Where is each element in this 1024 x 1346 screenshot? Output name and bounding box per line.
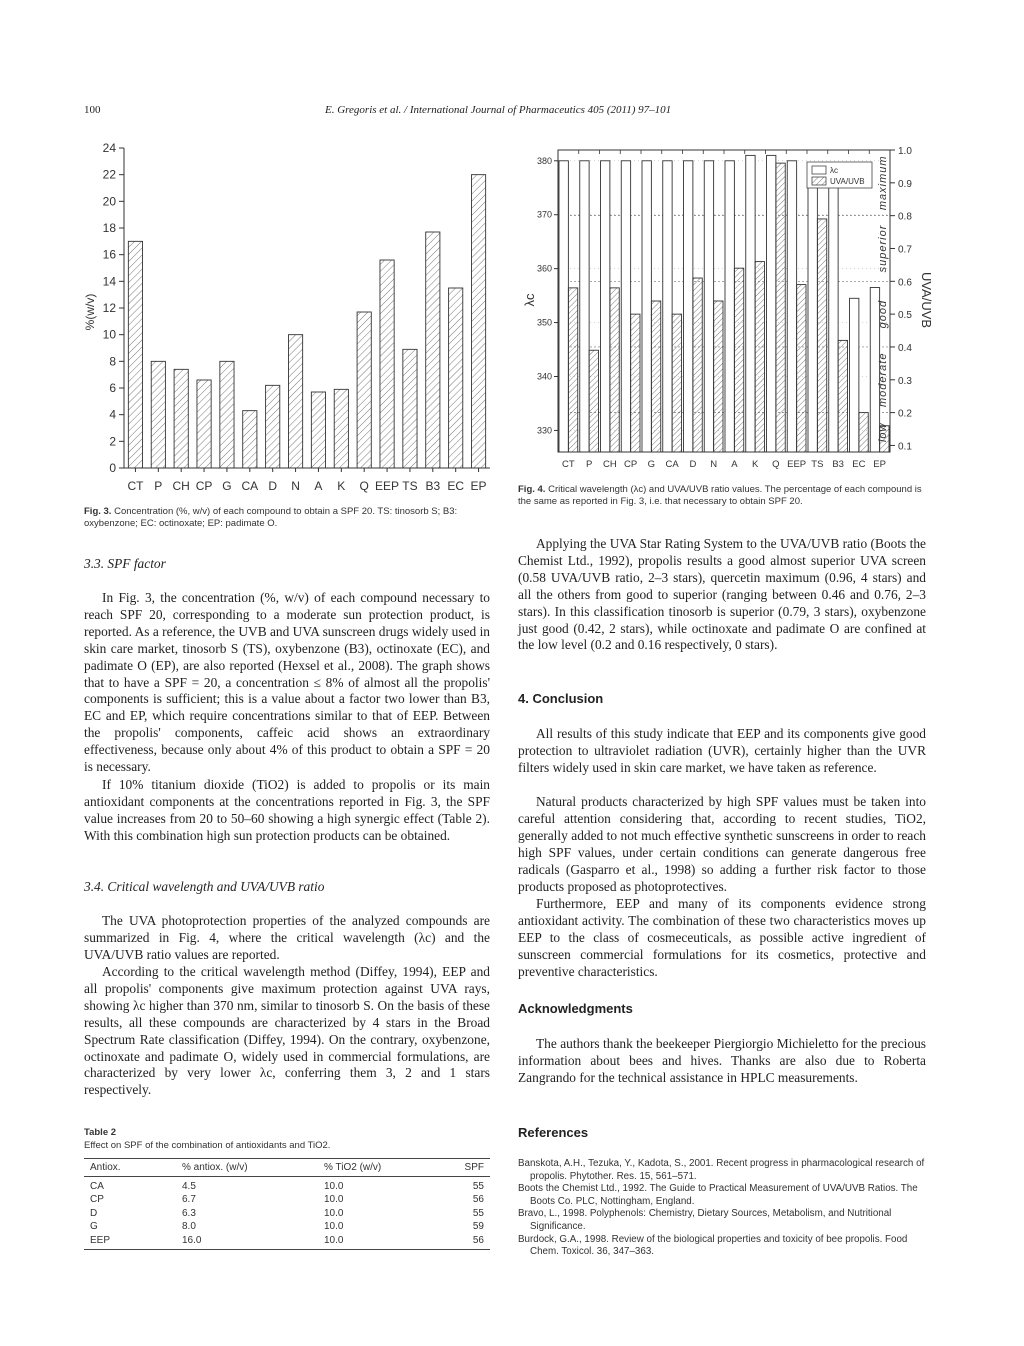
fig3-x-tick-label: B3 [425,479,441,493]
fig4-x-tick-label: N [710,459,718,470]
fig4-bar-lambda-d [684,161,693,452]
fig4-bar-ratio-g [651,301,660,452]
fig4-bar-ratio-ts [817,219,826,452]
fig4-bar-lambda-ec [850,298,859,452]
table2-caption: Effect on SPF of the combination of antioxidants and TiO2. [84,1140,331,1151]
table-cell: 56 [472,1194,484,1206]
table-cell: 6.3 [182,1207,196,1219]
fig4-bar-ratio-q [776,163,785,452]
references-list [518,1158,926,1259]
section-3-3-paragraph-1: In Fig. 3, the concentration (%, w/v) of each compound necessary to reach SPF 20, corresponding to a moderate sun protection product, is reported. As a reference, the UVB and UVA sunscreen drugs widely used in skin care market, tinosorb S (TS), oxybenzone (B3), octinoxate (EC), and padimate O (EP), are also reported (Hexsel et al., 2008). The graph shows that to have a SPF = 20, a concentration ≤ 8% of almost all the propolis' components is sufficient; this is a value about a factor two lower than B3, EC and EP, which require concentrations similar to that of EEP. Between the propolis' components, caffeic acid shows an extraordinary effectiveness, because only about 4% of this product to obtain a SPF = 20 is necessary. [84,590,490,775]
conclusion-paragraph-2: Natural products characterized by high SPF values must be taken into careful attention considering that, according to recent studies, TiO2, generally added to not much effective synthetic sunscreens in order to reach high SPF values, under certain conditions can generate dangerous free radicals (Gasparro et al., 1998) so adding a further risk factor to those products proposed as photoprotectives. [518,794,926,894]
table2 [84,1158,490,1250]
fig4-band-label: maximum [877,155,889,211]
fig4-caption [518,484,928,508]
table2-header: % TiO2 (w/v) [318,1159,450,1177]
fig4-y-tick-label: 330 [536,425,552,436]
fig4-bar-lambda-ca [663,161,672,452]
fig3-y-tick-label: 22 [102,167,116,182]
fig4-band-label: moderate [877,352,889,408]
fig3-x-tick-label: P [154,479,163,493]
fig4-bar-ratio-ec [859,413,868,452]
fig3-x-tick-label: G [222,479,232,493]
fig4-bar-lambda-n [704,161,713,452]
table-cell: 10.0 [324,1181,344,1192]
fig4-x-tick-label: P [585,459,593,470]
fig3-bar-ec [449,288,463,468]
fig3-bar-ca [243,411,257,468]
fig4-y2-tick-label: 0.9 [898,178,912,190]
fig4-bar-chart [510,140,934,475]
fig4-y2-tick-label: 0.7 [898,244,912,256]
fig3-x-tick-label: EC [447,479,465,493]
fig3-y-axis-label: %(w/v) [83,293,97,331]
fig3-bar-ep [471,175,485,468]
fig3-x-tick-label: K [337,479,346,493]
fig3-y-tick-label: 0 [109,461,116,475]
fig3-x-tick-label: D [268,479,278,493]
table-cell: 10.0 [324,1221,344,1233]
star-rating-paragraph: Applying the UVA Star Rating System to the UVA/UVB ratio (Boots the Chemist Ltd., 1992), propolis results a good almost superior UVA screen (0.58 UVA/UVB ratio, 2–3 stars), quercetin maximum (0.96, 4 stars) and all the others from good to superior (ranging between 0.46 and 0.76, 2–3 stars). In this classification tinosorb is superior (0.79, 3 stars), oxybenzone just good (0.42, 2 stars), while octinoxate and padimate O are confined at the low level (0.2 and 0.16 respectively, 0 stars). [518,536,926,653]
fig4-y-tick-label: 380 [536,155,552,166]
fig4-y-tick-label: 370 [536,209,552,220]
table-cell: 55 [472,1207,484,1219]
fig4-x-tick-label: G [647,459,656,470]
section-3-4-title: 3.4. Critical wavelength and UVA/UVB ratio [84,879,325,894]
fig3-x-tick-label: Q [359,479,369,493]
fig4-y2-tick-label: 0.4 [898,342,912,354]
fig4-y2-axis-label: UVA/UVB [919,271,934,329]
fig4-y2-tick-label: 0.8 [898,211,912,223]
fig3-y-tick-label: 8 [109,354,116,369]
fig4-band-label: superior [877,224,889,273]
fig3-bar-chart [80,140,500,505]
table-cell: 55 [472,1181,484,1192]
fig4-x-tick-label: CP [624,459,638,470]
fig3-caption-text: Concentration (%, w/v) of each compound to obtain a SPF 20. TS: tinosorb S; B3: oxybenzone; EC: octinoxate; EP: padimate O. [84,506,458,529]
fig3-bar-g [220,361,234,468]
fig3-bar-ct [128,241,142,468]
table-cell: 59 [472,1221,484,1233]
fig4-bar-ratio-eep [797,285,806,452]
fig4-y-tick-label: 340 [536,371,552,382]
table-cell: G [90,1221,98,1233]
fig3-x-tick-label: CA [241,479,259,493]
fig3-caption [84,506,494,530]
fig4-bar-lambda-k [746,155,755,452]
conclusion-paragraph-1: All results of this study indicate that EEP and its components give good protection to ultraviolet radiation (UVR), certainly higher than the UVR filters widely used in skin care market, we have taken as reference. [518,726,926,775]
legend-swatch-lambda [812,166,826,174]
fig4-x-tick-label: Q [772,459,780,470]
table-cell: 6.7 [182,1194,196,1206]
fig4-x-tick-label: CA [665,459,679,470]
fig4-band-label: good [877,299,889,329]
fig4-bar-lambda-eep [787,161,796,452]
fig4-x-tick-label: D [689,459,697,470]
fig3-bar-n [288,335,302,468]
fig4-x-tick-label: CT [562,459,575,470]
fig4-y-tick-label: 350 [536,317,552,328]
section-3-4-paragraph-2: According to the critical wavelength method (Diffey, 1994), EEP and all propolis' components give maximum protection against UVA rays, showing λc higher than 370 nm, similar to tinosorb S. On the basis of these results, all these compounds are characterized by 4 stars in the Broad Spectrum Rate classification (Diffey, 1994). On the contrary, oxybenzone, octinoxate and padimate O, widely used in commercial formulations, are characterized by very lower λc, conferring them 3, 2 and 1 stars respectively. [84,964,490,1098]
table-row [84,1234,490,1250]
table-row [84,1207,490,1220]
table-cell: 56 [450,1234,490,1250]
fig3-y-tick-label: 12 [102,301,116,315]
fig4-bar-ratio-ch [610,288,619,452]
fig3-y-tick-label: 2 [109,434,116,449]
fig4-x-tick-label: CH [603,459,617,470]
fig4-y2-tick-label: 1.0 [898,146,912,157]
fig4-bar-lambda-g [642,161,651,452]
table-row [84,1177,490,1194]
fig3-bar-k [334,389,348,468]
conclusion-paragraph-3: Furthermore, EEP and many of its components evidence strong antioxidant activity. The combination of these two characteristics moves up EEP to the class of cosmeceuticals, as possible active ingredient of sunscreen commercial formulations for its cosmetics, protective and preventive characteristics. [518,896,926,979]
fig4-x-tick-label: EC [852,459,866,470]
fig4-caption-label: Fig. 4. [518,484,546,495]
table-row [84,1193,490,1206]
fig4-bar-ratio-cp [631,314,640,452]
fig4-bar-ratio-p [589,350,598,452]
section-3-3-paragraph-2: If 10% titanium dioxide (TiO2) is added to propolis or its main antioxidant components at the concentrations reported in Fig. 3, the SPF value increases from 20 to 50–60 showing a high synergic effect (Table 2). With this combination high sun protection products can be obtained. [84,777,490,843]
fig3-bar-p [151,361,165,468]
fig4-y-axis-label: λc [522,293,537,307]
fig4-bar-lambda-q [767,155,776,452]
fig3-bar-q [357,312,371,468]
fig3-y-tick-label: 14 [102,274,116,289]
reference-item: Boots the Chemist Ltd., 1992. The Guide to Practical Measurement of UVA/UVB Ratios. The Boots Co. PLC, Nottingham, England. [518,1183,918,1207]
fig4-y2-tick-label: 0.5 [898,310,912,322]
fig4-bar-ratio-ct [568,288,577,452]
fig4-bar-lambda-cp [621,161,630,452]
journal-citation: E. Gregoris et al. / International Journal of Pharmaceutics 405 (2011) 97–101 [325,104,672,116]
fig4-band-label: low [877,422,889,443]
fig4-y2-tick-label: 0.6 [898,277,912,289]
fig4-bar-lambda-b3 [829,182,838,452]
fig3-x-tick-label: TS [402,479,418,493]
fig3-x-tick-label: CH [172,479,190,493]
table2-header: SPF [450,1159,490,1177]
fig3-y-tick-label: 20 [102,194,116,209]
acknowledgments-paragraph: The authors thank the beekeeper Piergiorgio Michieletto for the precious information about bees and hives. Thanks are also due to Roberta Zangrando for the technical assistance in HPLC measurements. [518,1036,926,1085]
section-4-title: 4. Conclusion [518,691,604,706]
fig4-x-tick-label: TS [811,459,824,470]
fig3-x-tick-label: EEP [375,479,400,493]
fig3-y-tick-label: 6 [109,381,116,395]
table2-header: Antiox. [84,1159,176,1177]
fig4-bar-ratio-k [755,262,764,452]
legend-label-ratio: UVA/UVB [830,177,865,186]
table-cell: 16.0 [176,1234,318,1250]
fig3-bar-cp [197,380,211,468]
fig3-y-tick-label: 10 [102,327,116,342]
table-cell: 4.5 [182,1181,196,1192]
fig4-bar-ratio-ca [672,314,681,452]
fig4-bar-ratio-n [714,301,723,452]
fig3-x-tick-label: A [314,479,323,493]
fig3-x-tick-label: EP [470,479,487,493]
acknowledgments-title: Acknowledgments [518,1001,633,1016]
table-cell: CA [90,1181,104,1192]
fig4-x-tick-label: A [731,459,738,470]
fig4-bar-lambda-p [580,161,589,452]
fig4-bar-lambda-a [725,161,734,452]
fig4-x-tick-label: B3 [832,459,844,470]
fig3-x-tick-label: CT [127,479,144,493]
fig3-bar-d [266,385,280,468]
reference-item: Burdock, G.A., 1998. Review of the biological properties and toxicity of bee propolis. Food Chem. Toxicol. 36, 347–363. [518,1233,908,1258]
fig3-bar-a [311,392,325,468]
table-row [84,1220,490,1233]
fig3-x-tick-label: N [291,479,300,493]
table2-header-row [84,1159,490,1177]
table-cell: EEP [84,1234,176,1250]
fig4-bar-lambda-ts [808,177,817,452]
fig3-y-tick-label: 24 [102,141,116,155]
fig4-bar-ratio-b3 [838,340,847,452]
table2-header: % antiox. (w/v) [176,1159,318,1177]
fig3-caption-label: Fig. 3. [84,506,112,517]
fig3-bar-b3 [426,232,440,468]
reference-item: Banskota, A.H., Tezuka, Y., Kadota, S., 2001. Recent progress in pharmacological research of propolis. Phytother. Res. 15, 561–571. [518,1158,925,1182]
fig4-bar-lambda-ct [559,161,568,452]
reference-item: Bravo, L., 1998. Polyphenols: Chemistry, Dietary Sources, Metabolism, and Nutritional Significance. [518,1208,892,1232]
fig3-bar-eep [380,260,394,468]
table-cell: D [90,1207,98,1219]
fig4-legend [807,162,872,188]
fig4-x-tick-label: K [751,459,759,470]
fig3-y-tick-label: 18 [102,221,116,235]
fig4-y2-tick-label: 0.3 [898,375,912,387]
table-cell: 10.0 [318,1234,450,1250]
table-cell: 10.0 [324,1194,344,1206]
fig3-x-tick-label: CP [195,479,213,493]
table-cell: CP [90,1194,104,1206]
fig4-y-tick-label: 360 [536,263,552,274]
table2-label: Table 2 [84,1127,117,1138]
section-3-4-paragraph-1: The UVA photoprotection properties of the analyzed compounds are summarized in Fig. 4, where the critical wavelength (λc) and the UVA/UVB ratio values are reported. [84,913,490,962]
page-number: 100 [84,104,101,116]
fig4-caption-text: Critical wavelength (λc) and UVA/UVB ratio values. The percentage of each compound is the same as reported in Fig. 3, i.e. that necessary to obtain SPF 20. [518,484,922,507]
table-cell: 8.0 [182,1221,196,1233]
table-cell: 10.0 [324,1207,344,1219]
fig3-y-tick-label: 16 [102,247,116,262]
fig3-bar-ts [403,349,417,468]
fig3-y-tick-label: 4 [109,407,116,422]
fig4-bar-lambda-ch [601,161,610,452]
fig4-bar-ratio-a [734,268,743,452]
section-3-3-title: 3.3. SPF factor [84,556,166,571]
fig4-bar-ratio-d [693,278,702,452]
fig3-bar-ch [174,369,188,468]
fig4-y2-tick-label: 0.1 [898,441,912,453]
fig4-x-tick-label: EEP [787,459,807,470]
legend-swatch-ratio [812,177,826,185]
references-title: References [518,1125,589,1140]
fig4-y2-tick-label: 0.2 [898,408,912,420]
fig4-x-tick-label: EP [873,459,886,470]
legend-label-lambda: λc [830,166,838,175]
